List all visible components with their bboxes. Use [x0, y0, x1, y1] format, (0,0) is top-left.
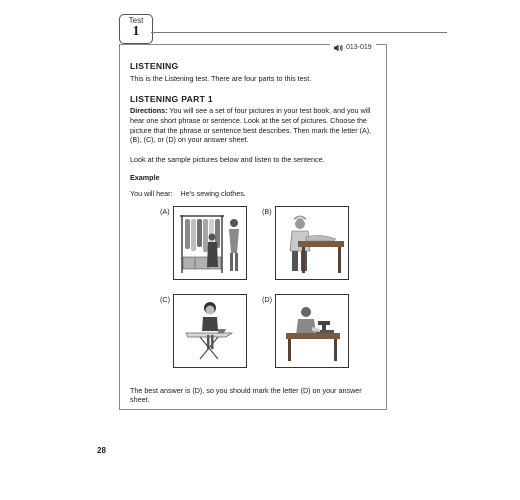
listening-intro: This is the Listening test. There are four parts to this test.: [130, 74, 312, 83]
test-number: 1: [132, 24, 140, 39]
picture-d: [275, 294, 349, 368]
sample-instruction: Look at the sample pictures below and listen to the sentence.: [130, 155, 325, 164]
header-rule: [151, 32, 447, 33]
picture-label-a: (A): [160, 207, 170, 216]
you-will-hear-line: [130, 189, 246, 198]
picture-label-c: (C): [160, 295, 170, 304]
section-heading-part1: LISTENING PART 1: [130, 94, 213, 104]
example-sentence: He's sewing clothes.: [180, 189, 246, 198]
directions-paragraph: [130, 106, 382, 145]
directions-label: Directions:: [130, 106, 168, 115]
woman-ironing-icon: [174, 295, 246, 367]
man-sewing-icon: [276, 295, 348, 367]
test-label: Test: [128, 16, 144, 25]
picture-c: [173, 294, 247, 368]
audio-track-number: 013-019: [346, 44, 372, 51]
picture-a: [173, 206, 247, 280]
picture-label-b: (B): [262, 207, 272, 216]
picture-b: [275, 206, 349, 280]
you-will-hear-label: You will hear:: [130, 189, 173, 198]
man-at-table-icon: [276, 207, 348, 279]
answer-explanation: The best answer is (D), so you should mark the letter (D) on your answer sheet.: [130, 386, 362, 404]
example-label: Example: [130, 173, 160, 182]
audio-track-label: [330, 43, 376, 53]
picture-label-d: (D): [262, 295, 272, 304]
speaker-icon: [334, 44, 343, 52]
test-number-tab: [119, 14, 153, 44]
page-number: 28: [97, 446, 106, 455]
clothes-rack-icon: [174, 207, 246, 279]
section-heading-listening: LISTENING: [130, 61, 179, 71]
directions-text: You will see a set of four pictures in your test book, and you will hear one short phrase or sentence. Look at the set of pictures. Choose the picture that the phrase or sentence best describes. Then mark the letter (A), (B), (C), or (D) on your answer sheet.: [130, 106, 372, 145]
